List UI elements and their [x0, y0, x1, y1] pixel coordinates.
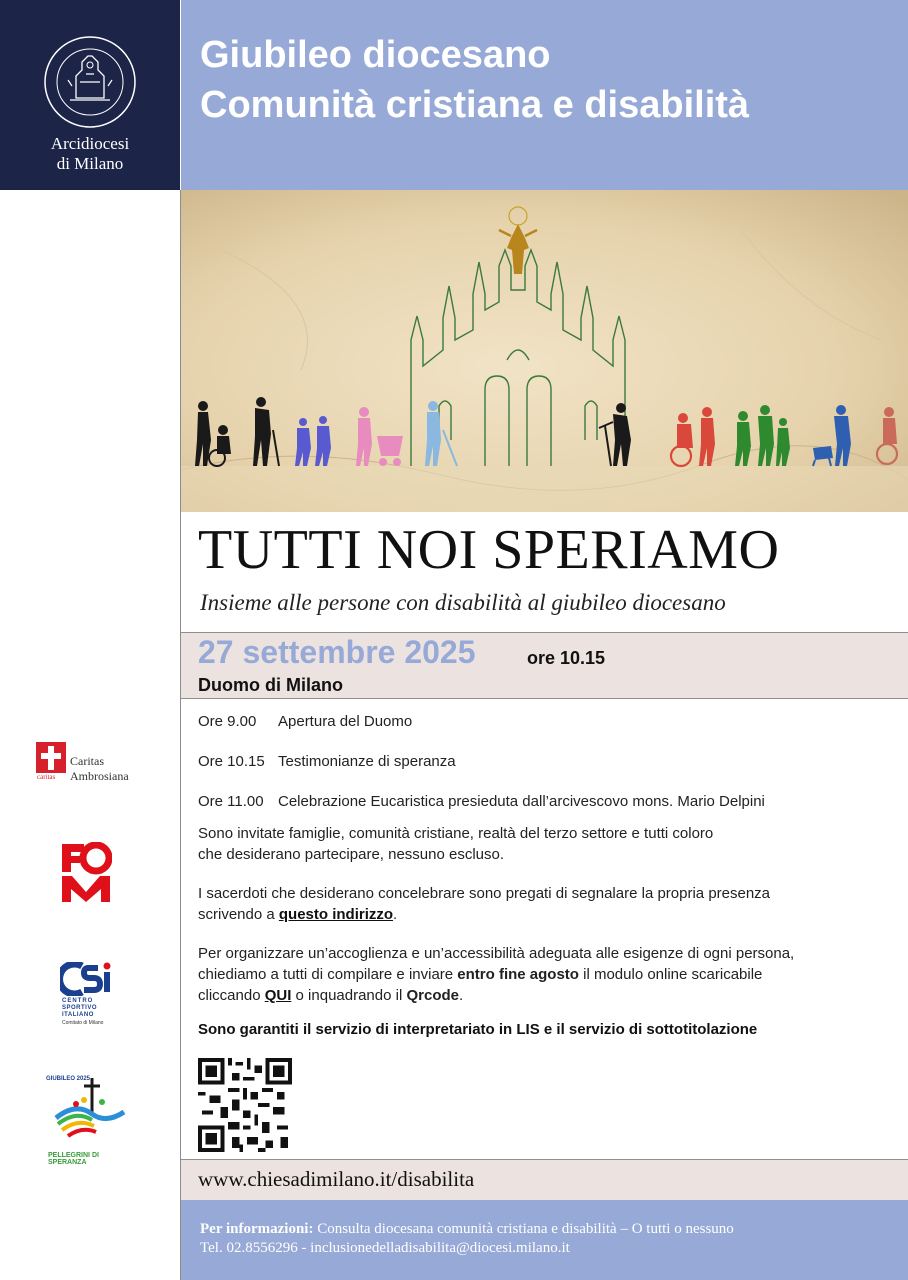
- csi-text-line2: SPORTIVO: [62, 1005, 98, 1011]
- organization-line3-suffix: .: [458, 987, 464, 1004]
- program-text: Celebrazione Eucaristica presieduta dall’arcivescovo mons. Mario Delpini: [278, 793, 765, 810]
- program-time: Ore 9.00: [198, 713, 257, 730]
- priests-line2-prefix: scrivendo a: [198, 906, 279, 923]
- program-item: [198, 793, 765, 810]
- organization-line1: Per organizzare un’accoglienza e un’accessibilità adeguata alle esigenze di ogni persona,: [198, 945, 795, 962]
- program-item: [198, 753, 456, 770]
- invitation-paragraph: [198, 823, 878, 865]
- footer-contact: Tel. 02.8556296 - inclusionedelladisabilita@diocesi.milano.it: [200, 1240, 570, 1256]
- footer-info-text: Consulta diocesana comunità cristiana e disabilità – O tutti o nessuno: [313, 1221, 734, 1237]
- event-subtitle: Insieme alle persone con disabilità al giubileo diocesano: [200, 590, 726, 615]
- jubilee-top-text: GIUBILEO 2025: [46, 1076, 91, 1082]
- csi-text-line3: ITALIANO: [62, 1012, 94, 1018]
- header-title-line2: Comunità cristiana e disabilità: [200, 84, 750, 126]
- organization-line3-prefix: cliccando: [198, 987, 265, 1004]
- event-title: TUTTI NOI SPERIAMO: [198, 519, 780, 581]
- csi-mark-icon: [60, 962, 114, 996]
- caritas-badge-text: caritas: [37, 773, 56, 781]
- program-time: Ore 10.15: [198, 753, 265, 770]
- priests-line2-suffix: .: [393, 906, 398, 923]
- website-link[interactable]: www.chiesadimilano.it/disabilita: [198, 1167, 475, 1191]
- invitation-line2: che desiderano partecipare, nessuno escluso.: [198, 846, 505, 863]
- csi-text-line4: Comitato di Milano: [62, 1020, 104, 1026]
- organization-line2-suffix: il modulo online scaricabile: [578, 966, 763, 983]
- form-link[interactable]: QUI: [264, 987, 292, 1004]
- footer-info-label: Per informazioni:: [200, 1221, 314, 1237]
- program-text: Apertura del Duomo: [278, 713, 413, 730]
- csi-logo: [60, 962, 116, 1028]
- header-title-line1: Giubileo diocesano: [200, 34, 551, 76]
- priests-line1: I sacerdoti che desiderano concelebrare sono pregati di segnalare la propria presenza: [198, 885, 771, 902]
- priests-paragraph: [198, 883, 878, 925]
- archdiocese-seal-icon: [42, 34, 138, 130]
- event-time: ore 10.15: [527, 648, 606, 668]
- email-address-link[interactable]: questo indirizzo: [278, 906, 394, 923]
- archdiocese-name-line2: di Milano: [56, 154, 124, 173]
- duomo-illustration: [181, 190, 908, 512]
- organization-line3-mid: o inquadrando il: [291, 987, 407, 1004]
- caritas-logo: [36, 742, 156, 790]
- program-item: [198, 713, 412, 730]
- program-text: Testimonianze di speranza: [278, 753, 456, 770]
- caritas-name-line1: Caritas: [70, 754, 104, 768]
- jubilee-cross-icon: [46, 1074, 132, 1148]
- services-guarantee: Sono garantiti il servizio di interpretariato in LIS e il servizio di sottotitolazione: [198, 1021, 758, 1038]
- event-date: 27 settembre 2025: [198, 634, 476, 670]
- program-time: Ore 11.00: [198, 793, 264, 810]
- qrcode-text: Qrcode: [406, 987, 459, 1004]
- csi-text-line1: CENTRO: [62, 998, 94, 1004]
- fom-logo: [60, 842, 112, 904]
- jubilee-bottom-text: PELLEGRINI DI SPERANZA: [48, 1152, 99, 1166]
- organization-paragraph: [198, 943, 878, 1006]
- invitation-line1: Sono invitate famiglie, comunità cristiane, realtà del terzo settore e tutti coloro: [198, 825, 714, 842]
- deadline-text: entro fine agosto: [457, 966, 579, 983]
- qr-code[interactable]: [198, 1058, 292, 1152]
- caritas-name-line2: Ambrosiana: [70, 769, 129, 783]
- jubilee-2025-logo: [46, 1074, 132, 1166]
- archdiocese-name-line1: Arcidiocesi: [50, 134, 130, 153]
- footer-info: [200, 1221, 734, 1238]
- event-venue: Duomo di Milano: [198, 675, 343, 695]
- organization-line2-prefix: chiediamo a tutti di compilare e inviare: [198, 966, 458, 983]
